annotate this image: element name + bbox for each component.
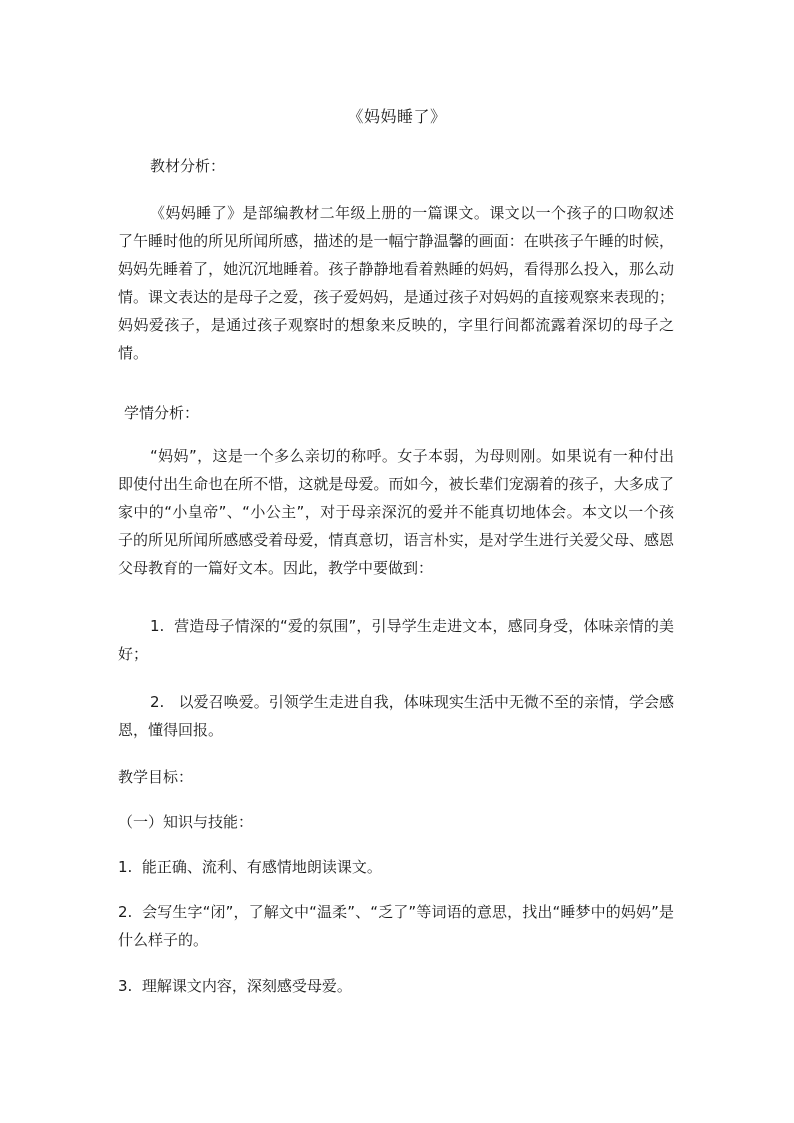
point-1-block: [118, 612, 674, 668]
section-heading-learner: [118, 399, 674, 427]
point-2: 2. 以爱召唤爱。引领学生走进自我，体味现实生活中无微不至的亲情，学会感恩，懂得回报。: [118, 693, 674, 739]
textbook-paragraph: 《妈妈睡了》是部编教材二年级上册的一篇课文。课文以一个孩子的口吻叙述了午睡时他的所见所闻所感，描述的是一幅宁静温馨的画面：在哄孩子午睡的时候，妈妈先睡着了，她沉沉地睡着。孩子静静地看着熟睡的妈妈，看得那么投入，那么动情。课文表达的是母子之爱，孩子爱妈妈，是通过孩子对妈妈的直接观察来表现的；妈妈爱孩子，是通过孩子观察时的想象来反映的，字里行间都流露着深切的母子之情。: [118, 204, 674, 362]
goal-3: 3. 理解课文内容，深刻感受母爱。: [118, 977, 352, 995]
learner-heading: 学情分析：: [124, 404, 200, 422]
textbook-heading: 教材分析：: [150, 157, 226, 175]
goal-2: 2. 会写生字“闭”，了解文中“温柔”、“乏了”等词语的意思，找出“睡梦中的妈妈”是什么样子的。: [118, 903, 674, 949]
goals-sub-block: [118, 808, 674, 836]
point-2-block: [118, 688, 674, 744]
point-1: 1. 营造母子情深的“爱的氛围”，引导学生走进文本，感同身受，体味亲情的美好；: [118, 617, 674, 663]
learner-paragraph: “妈妈”，这是一个多么亲切的称呼。女子本弱，为母则刚。如果说有一种付出即使付出生命也在所不惜，这就是母爱。而如今，被长辈们宠溺着的孩子，大多成了家中的“小皇帝”、“小公主”，对于母亲深沉的爱并不能真切地体会。本文以一个孩子的所见所闻所感感受着母爱，情真意切，语言朴实，是对学生进行关爱父母、感恩父母教育的一篇好文本。因此，教学中要做到：: [118, 447, 674, 577]
goal-2-block: [118, 898, 674, 954]
goals-subheading: （一）知识与技能：: [118, 813, 254, 831]
goals-heading-block: [118, 763, 674, 791]
goal-3-block: [118, 972, 674, 1000]
goals-heading: 教学目标：: [118, 768, 194, 786]
goal-1: 1. 能正确、流利、有感情地朗读课文。: [118, 858, 382, 876]
textbook-analysis: [118, 199, 674, 367]
learner-analysis: [118, 442, 674, 582]
document-title: 《妈妈睡了》: [347, 107, 447, 126]
goal-1-block: [118, 853, 674, 881]
section-heading-textbook: [118, 152, 674, 180]
